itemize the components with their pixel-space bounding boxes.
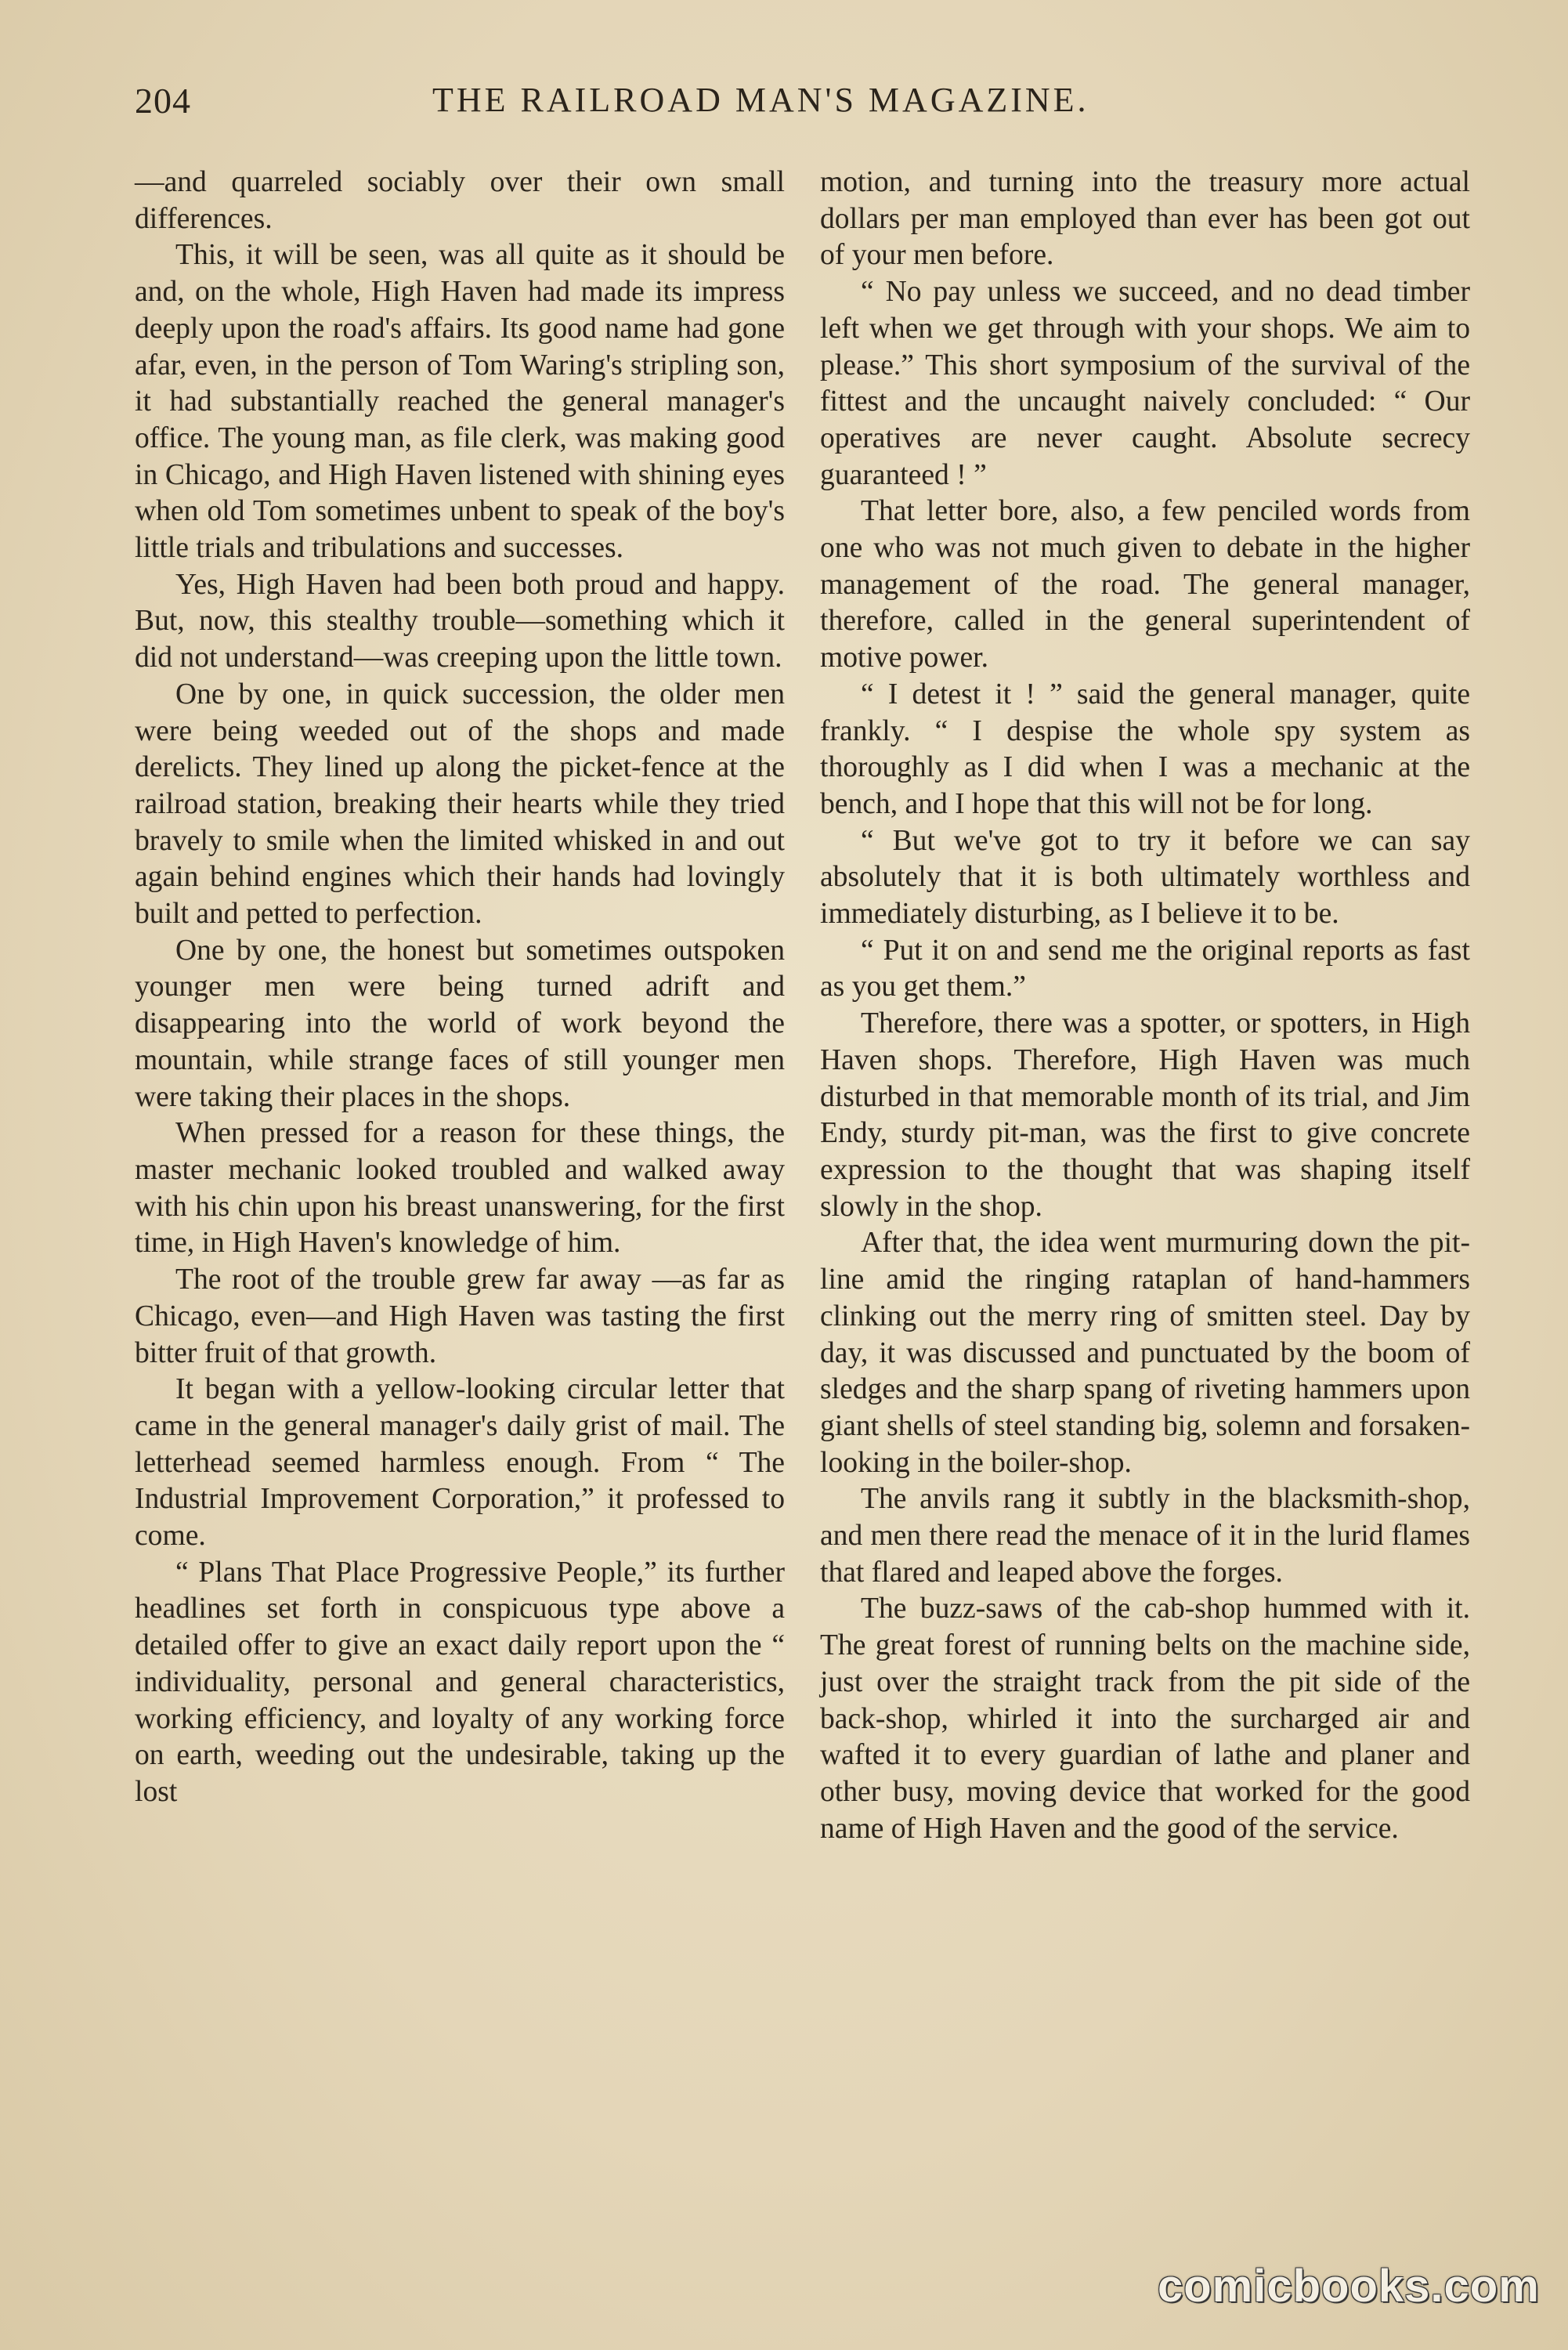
page-header: [135, 80, 1472, 135]
paragraph: “ No pay unless we succeed, and no dead timber left when we get through with your shops. We aim to please.” This short symposium of the survival of the fittest and the uncaught naively concluded: “ Our operatives are never caught. Absolute secrecy guaranteed ! ”: [820, 276, 1470, 491]
paragraph: One by one, in quick succession, the older men were being weeded out of the shops and made derelicts. They lined up along the picket-fence at the railroad station, breaking their hearts while they tried bravely to smile when the limited whisked in and out again behind engines which their hands had lovingly built and petted to perfection.: [135, 678, 785, 931]
left-text-column: [135, 164, 785, 1811]
running-head: THE RAILROAD MAN'S MAGAZINE.: [432, 81, 1089, 119]
paragraph: “ Plans That Place Progressive People,” its further headlines set forth in conspicuous type above a detailed offer to give an exact daily report upon the “ individuality, personal and general characteristics, working efficiency, and loyalty of any working force on earth, weeding out the undesirable, taking up the lost: [135, 1556, 785, 1808]
paragraph: After that, the idea went murmuring down the pit-line amid the ringing rataplan of hand-hammers clinking out the merry ring of smitten steel. Day by day, it was discussed and punctuated by the boom of sledges and the sharp spang of riveting hammers upon giant shells of steel standing big, solemn and forsaken-looking in the boiler-shop.: [820, 1227, 1470, 1479]
paragraph: It began with a yellow-looking circular letter that came in the general manager's daily grist of mail. The letterhead seemed harmless enough. From “ The Industrial Improvement Corporation,” it professed to come.: [135, 1373, 785, 1553]
paragraph: This, it will be seen, was all quite as it should be and, on the whole, High Haven had made its impress deeply upon the road's affairs. Its good name had gone afar, even, in the person of Tom Waring's stripling son, it had substantially reached the general manager's office. The young man, as file clerk, was making good in Chicago, and High Haven listened with shining eyes when old Tom sometimes unbent to speak of the boy's little trials and tribulations and successes.: [135, 239, 785, 565]
paragraph: That letter bore, also, a few penciled words from one who was not much given to debate in the higher management of the road. The general manager, therefore, called in the general superintendent of motive power.: [820, 495, 1470, 674]
site-watermark: comicbooks.com: [1158, 2261, 1540, 2312]
page-number: 204: [135, 81, 191, 121]
paragraph: motion, and turning into the treasury more actual dollars per man employed than ever has been got out of your men before.: [820, 166, 1470, 272]
paragraph: “ But we've got to try it before we can say absolutely that it is both ultimately worthless and immediately disturbing, as I believe it to be.: [820, 824, 1470, 931]
paragraph: One by one, the honest but sometimes outspoken younger men were being turned adrift and disappearing into the world of work beyond the mountain, while strange faces of still younger men were taking their places in the shops.: [135, 934, 785, 1113]
paragraph: The root of the trouble grew far away —as far as Chicago, even—and High Haven was tasting the first bitter fruit of that growth.: [135, 1264, 785, 1369]
paragraph: The buzz-saws of the cab-shop hummed with it. The great forest of running belts on the machine side, just over the straight track from the pit side of the back-shop, whirled it into the surcharged air and wafted it to every guardian of lathe and planer and other busy, moving device that worked for the good name of High Haven and the good of the service.: [820, 1593, 1470, 1845]
paragraph: “ I detest it ! ” said the general manager, quite frankly. “ I despise the whole spy system as thoroughly as I did when I was a mechanic at the bench, and I hope that this will not be for long.: [820, 678, 1470, 820]
paragraph: Yes, High Haven had been both proud and happy. But, now, this stealthy trouble—something which it did not understand—was creeping upon the little town.: [135, 568, 785, 674]
paragraph: —and quarreled sociably over their own small differences.: [135, 166, 785, 235]
paragraph: “ Put it on and send me the original reports as fast as you get them.”: [820, 934, 1470, 1003]
right-text-column: [820, 164, 1470, 1847]
paragraph: The anvils rang it subtly in the blacksmith-shop, and men there read the menace of it in the lurid flames that flared and leaped above the forges.: [820, 1483, 1470, 1589]
paragraph: Therefore, there was a spotter, or spotters, in High Haven shops. Therefore, High Haven was much disturbed in that memorable month of its trial, and Jim Endy, sturdy pit-man, was the first to give concrete expression to the thought that was shaping itself slowly in the shop.: [820, 1007, 1470, 1223]
paragraph: When pressed for a reason for these things, the master mechanic looked troubled and walked away with his chin upon his breast unanswering, for the first time, in High Haven's knowledge of him.: [135, 1117, 785, 1260]
